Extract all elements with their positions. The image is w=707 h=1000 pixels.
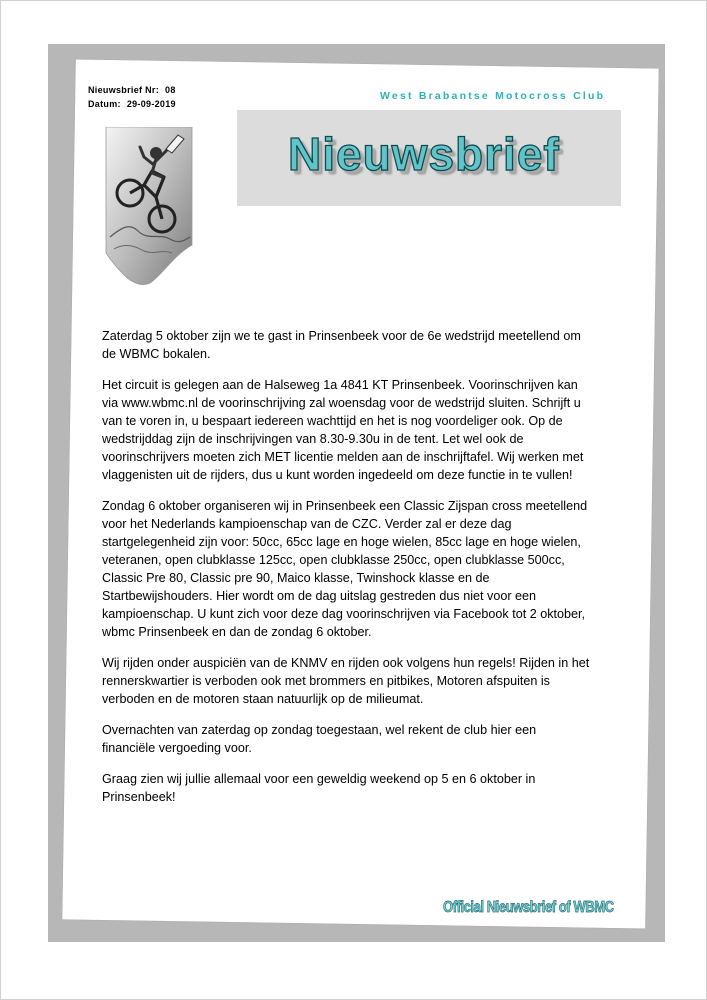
date-value: 29-09-2019 [126,99,176,109]
article-body [102,327,592,819]
issue-label: Nieuwsbrief Nr: [88,85,160,95]
issue-date-row [88,97,176,111]
date-label: Datum: [88,99,121,109]
paragraph-sunday: Zondag 6 oktober organiseren wij in Prinsenbeek een Classic Zijspan cross meetellend voor het Nederlands kampioenschap van de CZC. Verder zal er deze dag startgelegenheid zijn voor: 50cc, 65cc lage en hoge wielen, 85cc lage en hoge wielen, veteranen, open clubklasse 125cc, open clubklasse 250cc, open clubklasse 500cc, Classic Pre 80, Classic pre 90, Maico klasse, Twinshock klasse en de Startbewijshouders. Hier wordt om de dag uitslag gestreden dus niet voor een kampioenschap. U kunt zich voor deze dag voorinschrijven via Facebook tot 2 oktober, wbmc Prinsenbeek en dan de zondag 6 oktober. [102,499,588,639]
paragraph-circuit: Het circuit is gelegen aan de Halseweg 1a 4841 KT Prinsenbeek. Voorinschrijven kan via www.wbmc.nl de voorinschrijving zal woensdag voor de wedstrijd sluiten. Schrijft u van te voren in, u bespaart iedereen wachttijd en het is nog voordeliger ook. Op de wedstrijddag zijn de inschrijvingen van 8.30-9.30u in de tent. Let wel ook de voorinschrijvers moeten zich MET licentie melden aan de inschrijftafel. Wij werken met vlaggenisten uit de rijders, dus u kunt worden ingedeeld om deze functie in te vullen! [102,378,584,482]
club-name: West Brabantse Motocross Club [380,90,606,102]
footer-signature: Official Nieuwsbrief of WBMC [443,899,614,916]
motocross-rider-logo-icon [104,127,194,287]
newsletter-title: Nieuwsbrief [288,128,560,180]
paragraph-rules: Wij rijden onder auspiciën van de KNMV en rijden ook volgens hun regels! Rijden in het rennerskwartier is verboden ook met brommers en pitbikes, Motoren afspuiten is verboden en de motoren staan natuurlijk op de milieumat. [102,656,590,706]
issue-number-row [88,83,176,97]
paragraph-overnight: Overnachten van zaterdag op zondag toegestaan, wel rekent de club hier een financiële vergoeding voor. [102,723,537,755]
paragraph-intro: Zaterdag 5 oktober zijn we te gast in Prinsenbeek voor de 6e wedstrijd meetellend om de WBMC bokalen. [102,329,581,361]
issue-meta [88,83,176,111]
paragraph-closing: Graag zien wij jullie allemaal voor een geweldig weekend op 5 en 6 oktober in Prinsenbeek! [102,772,536,804]
issue-number: 08 [165,85,176,95]
